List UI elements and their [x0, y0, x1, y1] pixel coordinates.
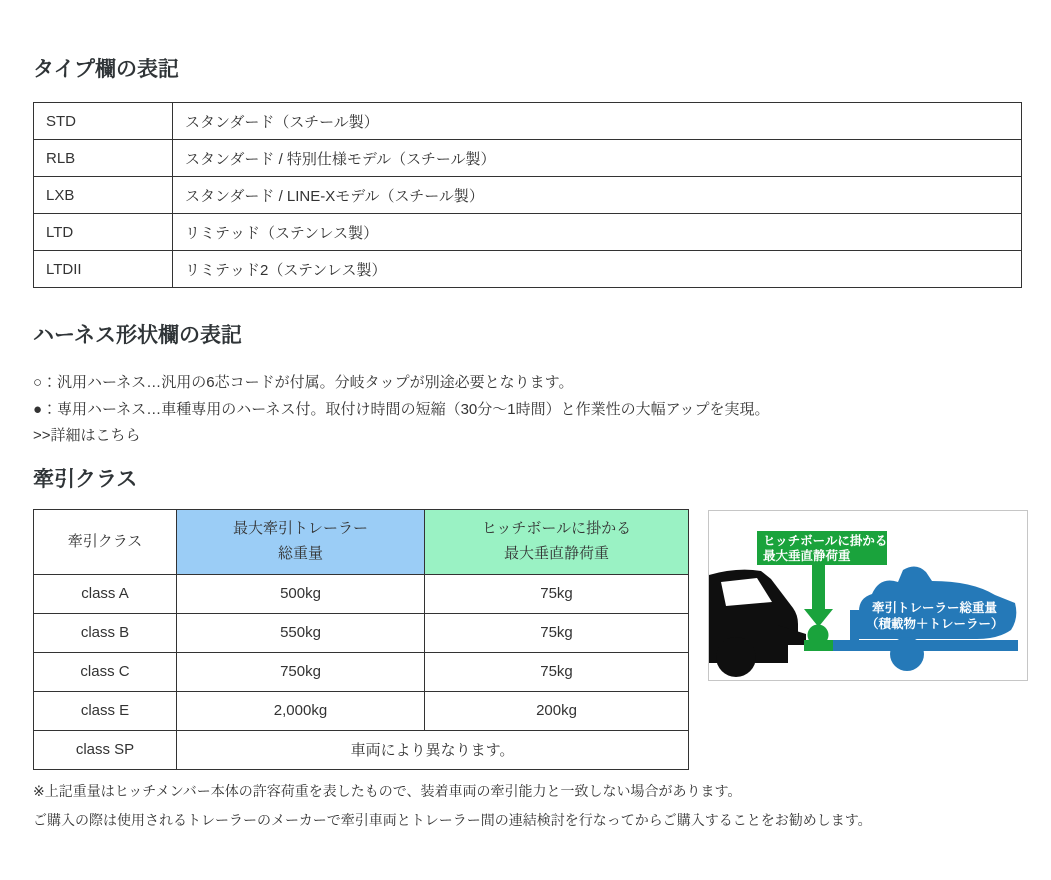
- class-cell: class E: [34, 691, 177, 730]
- vertical-load-cell: 75kg: [425, 613, 689, 652]
- note-purchase: ご購入の際は使用されるトレーラーのメーカーで牽引車両とトレーラー間の連結検討を行なってからご購入することをお勧めします。: [33, 811, 872, 828]
- table-row: [34, 652, 689, 691]
- harness-notes: [33, 369, 1022, 449]
- table-row: [34, 574, 689, 613]
- towing-diagram-svg: [709, 511, 1027, 680]
- trailer-weight-cell: 750kg: [177, 652, 425, 691]
- table-row: [34, 214, 1022, 251]
- towing-class-table: [33, 509, 689, 770]
- header-line: 最大牽引トレーラー: [232, 520, 368, 538]
- type-desc: スタンダード（スチール製）: [173, 103, 1022, 140]
- car-silhouette: [709, 570, 806, 677]
- table-row: [34, 103, 1022, 140]
- trailer-wheel: [890, 637, 924, 671]
- note-capacity: ※上記重量はヒッチメンバー本体の許容荷重を表したもので、装着車両の牽引能力と一致しない場合があります。: [33, 782, 742, 799]
- harness-section-heading: ハーネス形状欄の表記: [33, 324, 242, 348]
- harness-generic-line: ○：汎用ハーネス…汎用の6芯コードが付属。分岐タップが別途必要となります。: [33, 373, 574, 391]
- towing-content-row: [33, 509, 1022, 770]
- towing-diagram: [708, 510, 1028, 681]
- table-row: [34, 691, 689, 730]
- type-desc: スタンダード / LINE-Xモデル（スチール製）: [173, 177, 1022, 214]
- harness-dedicated-line: ●：専用ハーネス…車種専用のハーネス付。取付け時間の短縮（30分～1時間）と作業性の大幅アップを実現。: [33, 400, 770, 418]
- table-row: [34, 251, 1022, 288]
- max-vertical-load-header: [425, 509, 689, 574]
- type-desc: リミテッド（ステンレス製）: [173, 214, 1022, 251]
- table-row: [34, 613, 689, 652]
- type-desc: リミテッド2（ステンレス製）: [173, 251, 1022, 288]
- header-line: 最大垂直静荷重: [503, 544, 609, 562]
- type-table: [33, 102, 1022, 288]
- table-row: [34, 140, 1022, 177]
- max-trailer-weight-header: [177, 509, 425, 574]
- trailer-weight-cell: 550kg: [177, 613, 425, 652]
- class-cell: class A: [34, 574, 177, 613]
- arrow-shaft: [812, 565, 825, 609]
- detail-link[interactable]: >>詳細はこちら: [33, 426, 141, 444]
- type-desc: スタンダード / 特別仕様モデル（スチール製）: [173, 140, 1022, 177]
- type-code: LTDII: [34, 251, 173, 288]
- header-line: ヒッチボールに掛かる: [481, 520, 632, 538]
- type-code: LXB: [34, 177, 173, 214]
- sp-note-cell: 車両により異なります。: [177, 730, 689, 769]
- header-line: 総重量: [277, 544, 323, 562]
- class-cell: class SP: [34, 730, 177, 769]
- trailer-weight-cell: 500kg: [177, 574, 425, 613]
- footer-notes: [33, 782, 1022, 829]
- trailer-weight-cell: 2,000kg: [177, 691, 425, 730]
- table-row: [34, 177, 1022, 214]
- trailer-weight-label-line2: （積載物＋トレーラー）: [866, 616, 1004, 631]
- vertical-load-cell: 75kg: [425, 652, 689, 691]
- table-row: [34, 730, 689, 769]
- type-code: RLB: [34, 140, 173, 177]
- type-code: STD: [34, 103, 173, 140]
- towing-section-heading: 牽引クラス: [33, 467, 138, 491]
- type-section-heading: タイプ欄の表記: [33, 58, 179, 81]
- arrow-head: [804, 609, 833, 627]
- car-wheel: [716, 637, 756, 677]
- table-header-row: [34, 509, 689, 574]
- type-code: LTD: [34, 214, 173, 251]
- class-cell: class C: [34, 652, 177, 691]
- class-cell: class B: [34, 613, 177, 652]
- trailer-weight-label-line1: 牽引トレーラー総重量: [872, 600, 998, 615]
- vertical-load-cell: 200kg: [425, 691, 689, 730]
- hitch-load-label-line1: ヒッチボールに掛かる: [763, 533, 888, 548]
- hitch-load-label-line2: 最大垂直静荷重: [763, 548, 851, 563]
- vertical-load-cell: 75kg: [425, 574, 689, 613]
- towing-class-header: 牽引クラス: [34, 509, 177, 574]
